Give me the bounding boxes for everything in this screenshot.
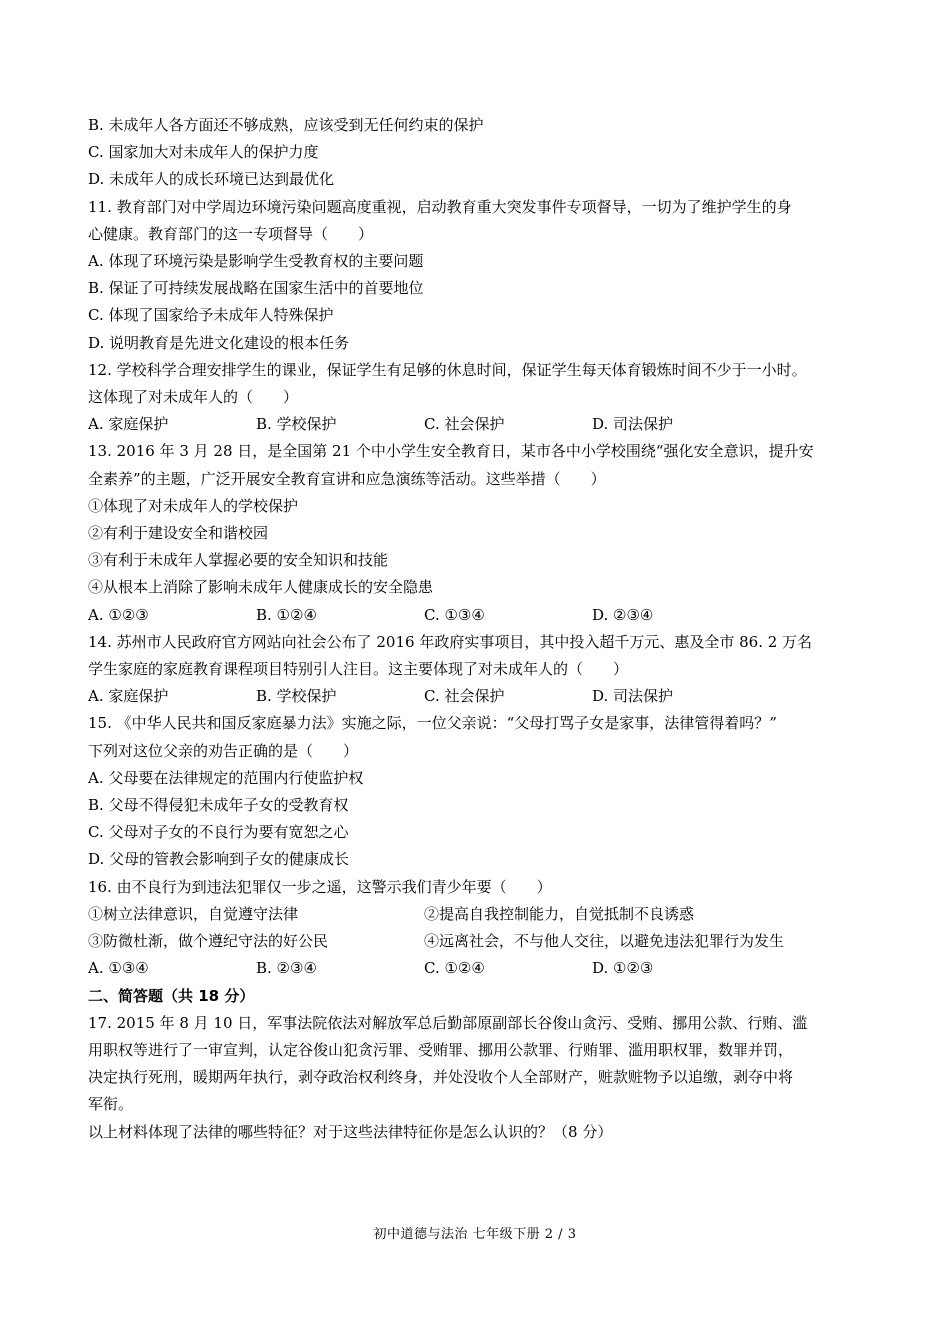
q12-option-b: B. 学校保护 [256,415,337,434]
q15-stem-line1: 15. 《中华人民共和国反家庭暴力法》实施之际，一位父亲说：“父母打骂子女是家事，法律管得着吗？” [88,714,777,733]
q16-option-a: A. ①③④ [88,959,149,978]
q17-question: 以上材料体现了法律的哪些特征？对于这些法律特征你是怎么认识的？（8 分） [88,1122,613,1141]
q16-statement-2: ②提高自我控制能力，自觉抵制不良诱惑 [424,904,695,923]
q17-material-line3: 决定执行死刑，暖期两年执行，剥夺政治权利终身，并处没收个人全部财产，赃款赃物予以追缴，剥夺中将 [88,1068,794,1087]
q15-option-c: C. 父母对子女的不良行为要有宽恕之心 [88,823,349,842]
q13-option-d: D. ②③④ [592,605,654,624]
q15-option-a: A. 父母要在法律规定的范围内行使监护权 [88,768,364,787]
q11-option-b: B. 保证了可持续发展战略在国家生活中的首要地位 [88,279,424,298]
q12-stem-line2: 这体现了对未成年人的（ ） [88,388,299,407]
q16-options [88,955,878,982]
q16-statements-row1 [88,901,878,928]
q16-option-c: C. ①②④ [424,959,485,978]
q11-option-d: D. 说明教育是先进文化建设的根本任务 [88,333,350,352]
q16-option-d: D. ①②③ [592,959,654,978]
q13-statement-4: ④从根本上消除了影响未成年人健康成长的安全隐患 [88,578,434,597]
q11-stem-line2: 心健康。教育部门的这一专项督导（ ） [88,224,374,243]
q16-statement-1: ①树立法律意识，自觉遵守法律 [88,904,299,923]
q17-material-line4: 军衔。 [88,1095,134,1114]
q13-options [88,602,878,629]
q13-statement-3: ③有利于未成年人掌握必要的安全知识和技能 [88,551,389,570]
q12-stem-line1: 12. 学校科学合理安排学生的课业，保证学生有足够的休息时间，保证学生每天体育锻炼时间不少于一小时。 [88,360,807,379]
q16-statement-3: ③防微杜渐，做个遵纪守法的好公民 [88,932,329,951]
q14-option-a: A. 家庭保护 [88,687,169,706]
q16-option-b: B. ②③④ [256,959,317,978]
q17-material-line1: 17. 2015 年 8 月 10 日，军事法院依法对解放军总后勤部原副部长谷俊山贪污、受贿、挪用公款、行贿、滥 [88,1013,808,1032]
q11-option-c: C. 体现了国家给予未成年人特殊保护 [88,306,334,325]
q14-stem-line1: 14. 苏州市人民政府官方网站向社会公布了 2016 年政府实事项目，其中投入超千万元、惠及全市 86. 2 万名 [88,632,813,651]
q13-option-c: C. ①③④ [424,605,485,624]
q11-stem-line1: 11. 教育部门对中学周边环境污染问题高度重视，启动教育重大突发事件专项督导，一切为了维护学生的身 [88,197,792,216]
section-heading-short-answer: 二、简答题（共 18 分） [88,986,255,1005]
q16-statement-4: ④远离社会，不与他人交往，以避免违法犯罪行为发生 [424,932,785,951]
q12-option-d: D. 司法保护 [592,415,674,434]
q14-option-c: C. 社会保护 [424,687,505,706]
q13-statement-1: ①体现了对未成年人的学校保护 [88,496,299,515]
q13-stem-line1: 13. 2016 年 3 月 28 日，是全国第 21 个中小学生安全教育日，某市各中小学校围绕“强化安全意识，提升安 [88,442,814,461]
q15-option-b: B. 父母不得侵犯未成年子女的受教育权 [88,796,349,815]
q17-material-line2: 用职权等进行了一审宣判，认定谷俊山犯贪污罪、受贿罪、挪用公款罪、行贿罪、滥用职权罪，数罪并罚， [88,1040,794,1059]
q13-option-a: A. ①②③ [88,605,149,624]
q12-option-c: C. 社会保护 [424,415,505,434]
q10-option-b: B. 未成年人各方面还不够成熟，应该受到无任何约束的保护 [88,116,484,134]
q10-option-d: D. 未成年人的成长环境已达到最优化 [88,170,335,189]
q14-stem-line2: 学生家庭的家庭教育课程项目特别引人注目。这主要体现了对未成年人的（ ） [88,660,629,679]
q12-options [88,411,878,438]
q11-option-a: A. 体现了环境污染是影响学生受教育权的主要问题 [88,252,424,271]
q15-stem-line2: 下列对这位父亲的劝告正确的是（ ） [88,741,359,760]
q12-option-a: A. 家庭保护 [88,415,169,434]
q14-option-d: D. 司法保护 [592,687,674,706]
q15-option-d: D. 父母的管教会影响到子女的健康成长 [88,850,350,869]
q14-options [88,683,878,710]
q16-stem: 16. 由不良行为到违法犯罪仅一步之遥，这警示我们青少年要（ ） [88,877,552,896]
exam-page [88,112,878,1146]
q13-stem-line2: 全素养”的主题，广泛开展安全教育宣讲和应急演练等活动。这些举措（ ） [88,469,606,488]
q14-option-b: B. 学校保护 [256,687,337,706]
q13-option-b: B. ①②④ [256,605,317,624]
q10-option-c: C. 国家加大对未成年人的保护力度 [88,143,319,162]
q13-statement-2: ②有利于建设安全和谐校园 [88,524,269,543]
q16-statements-row2 [88,928,878,955]
page-footer: 初中道德与法治 七年级下册 2 / 3 [373,1227,577,1242]
